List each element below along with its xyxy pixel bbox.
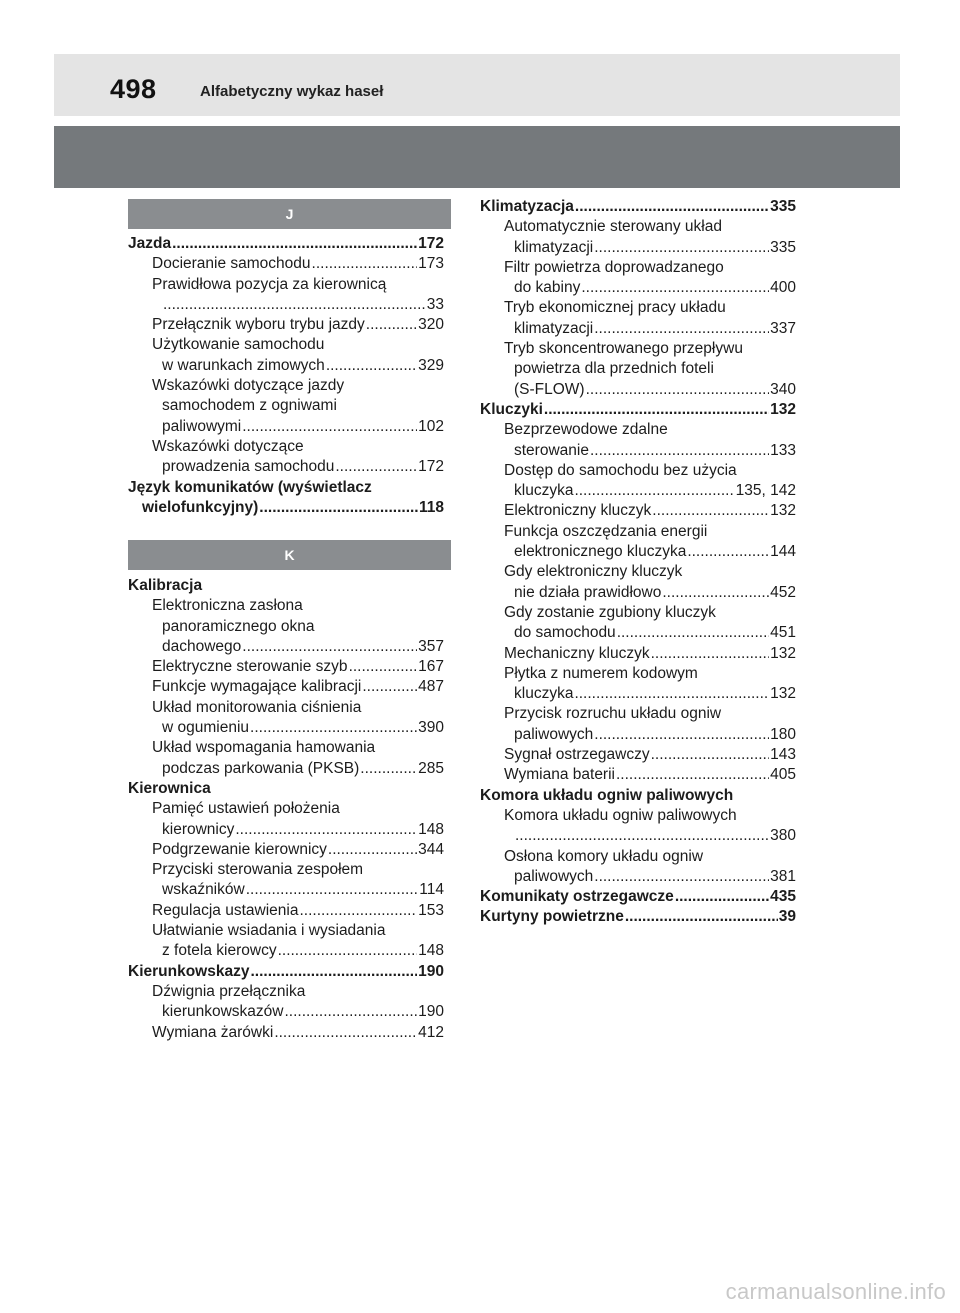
index-entry[interactable]: Język komunikatów (wyświetlacz wielofunkcyjny) ..... 118 [128, 478, 444, 519]
index-entry[interactable]: Kluczyki ..... 132 [480, 400, 796, 420]
index-subentry[interactable]: Mechaniczny kluczyk ..... 132 [480, 644, 796, 664]
section-letter-j: J [128, 199, 451, 229]
index-subentry[interactable]: Dostęp do samochodu bez użycia kluczyka ..... 135, 142 [480, 461, 796, 502]
index-subentry[interactable]: Elektryczne sterowanie szyb ..... 167 [128, 657, 444, 677]
index-subentry[interactable]: Gdy zostanie zgubiony kluczyk do samochodu ..... 451 [480, 603, 796, 644]
page-number: 498 [110, 74, 157, 104]
index-subentry[interactable]: Bezprzewodowe zdalne sterowanie ..... 133 [480, 420, 796, 461]
index-subentry[interactable]: Elektroniczna zasłona panoramicznego okna dachowego ..... 357 [128, 596, 444, 657]
index-subentry[interactable]: Układ monitorowania ciśnienia w ogumieniu ..... 390 [128, 698, 444, 739]
index-subentry[interactable]: Podgrzewanie kierownicy ..... 344 [128, 840, 444, 860]
index-subentry[interactable]: Przycisk rozruchu układu ogniw paliwowych ..... 180 [480, 704, 796, 745]
index-entry[interactable]: Jazda ..... 172 [128, 234, 444, 254]
index-list-right [480, 197, 796, 928]
index-entry[interactable]: Kurtyny powietrzne ..... 39 [480, 907, 796, 927]
index-entry[interactable]: Kierunkowskazy ..... 190 [128, 962, 444, 982]
index-subentry[interactable]: Osłona komory układu ogniw paliwowych ..... 381 [480, 847, 796, 888]
index-subentry[interactable]: Ułatwianie wsiadania i wysiadania z fotela kierowcy ..... 148 [128, 921, 444, 962]
index-subentry[interactable]: Przyciski sterowania zespołem wskaźników ..... 114 [128, 860, 444, 901]
header-bar [54, 54, 900, 116]
index-entry[interactable]: Komora układu ogniw paliwowych [480, 786, 734, 804]
index-subentry[interactable]: Płytka z numerem kodowym kluczyka ..... 132 [480, 664, 796, 705]
index-subentry[interactable]: Gdy elektroniczny kluczyk nie działa prawidłowo ..... 452 [480, 562, 796, 603]
index-entry[interactable]: Komunikaty ostrzegawcze ..... 435 [480, 887, 796, 907]
index-subentry[interactable]: Tryb skoncentrowanego przepływu powietrza dla przednich foteli (S-FLOW) ..... 340 [480, 339, 796, 400]
index-subentry[interactable]: Wymiana baterii ..... 405 [480, 765, 796, 785]
index-entry[interactable]: Kalibracja [128, 577, 203, 594]
watermark: carmanualsonline.info [725, 1279, 946, 1304]
index-subentry[interactable]: Sygnał ostrzegawczy ..... 143 [480, 745, 796, 765]
index-subentry[interactable]: Przełącznik wyboru trybu jazdy ..... 320 [128, 315, 444, 335]
index-subentry[interactable]: Funkcja oszczędzania energii elektronicznego kluczyka ..... 144 [480, 522, 796, 563]
index-subentry[interactable]: Regulacja ustawienia ..... 153 [128, 901, 444, 921]
index-subentry[interactable]: Komora układu ogniw paliwowych ..... 380 [480, 806, 796, 847]
index-entry[interactable]: Klimatyzacja ..... 335 [480, 197, 796, 217]
section-letter-k: K [128, 540, 451, 570]
index-subentry[interactable]: Użytkowanie samochodu w warunkach zimowych ..... 329 [128, 335, 444, 376]
index-subentry[interactable]: Filtr powietrza doprowadzanego do kabiny ..... 400 [480, 258, 796, 299]
index-subentry[interactable]: Docieranie samochodu ..... 173 [128, 254, 444, 274]
index-subentry[interactable]: Automatycznie sterowany układ klimatyzacji ..... 335 [480, 217, 796, 258]
decorative-band [54, 126, 900, 188]
index-subentry[interactable]: Wskazówki dotyczące prowadzenia samochodu ..... 172 [128, 437, 444, 478]
index-subentry[interactable]: Pamięć ustawień położenia kierownicy ..... 148 [128, 799, 444, 840]
index-subentry[interactable]: Prawidłowa pozycja za kierownicą ..... 33 [128, 275, 444, 316]
index-subentry[interactable]: Dźwignia przełącznika kierunkowskazów ..... 190 [128, 982, 444, 1023]
index-subentry[interactable]: Układ wspomagania hamowania podczas parkowania (PKSB) ..... 285 [128, 738, 444, 779]
index-subentry[interactable]: Wymiana żarówki ..... 412 [128, 1023, 444, 1043]
index-entry[interactable]: Kierownica [128, 779, 211, 797]
page-title: Alfabetyczny wykaz haseł [200, 83, 384, 100]
index-subentry[interactable]: Elektroniczny kluczyk ..... 132 [480, 501, 796, 521]
index-subentry[interactable]: Funkcje wymagające kalibracji ..... 487 [128, 677, 444, 697]
index-subentry[interactable]: Wskazówki dotyczące jazdy samochodem z ogniwami paliwowymi ..... 102 [128, 376, 444, 437]
index-subentry[interactable]: Tryb ekonomicznej pracy układu klimatyzacji ..... 337 [480, 298, 796, 339]
index-list-j [128, 234, 444, 518]
index-list-k [128, 576, 444, 1043]
